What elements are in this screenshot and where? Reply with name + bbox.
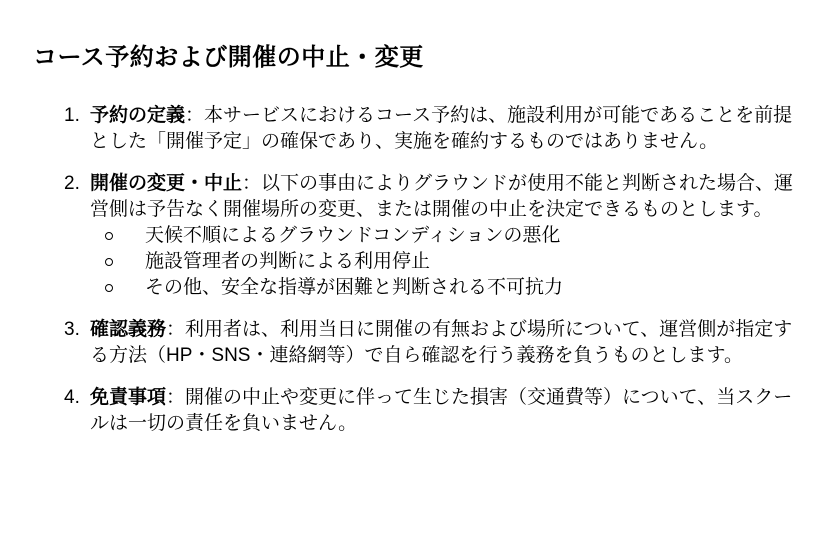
cancellation-reasons-list (90, 223, 807, 301)
list-item-separator: ： (166, 319, 186, 340)
list-item-body (90, 103, 807, 155)
list-item-separator: ： (242, 173, 262, 194)
page-title: コース予約および開催の中止・変更 (33, 44, 424, 71)
list-item-text: 本サービスにおけるコース予約は、施設利用が可能であることを前提とした「開催予定」の確保であり、実施を確約するものではありません。 (90, 105, 793, 152)
list-item-separator: ： (185, 105, 205, 126)
list-item-change-cancellation (0, 171, 837, 301)
sub-item-text: 天候不順によるグラウンドコンディションの悪化 (145, 225, 561, 246)
list-item-number: 2. (64, 173, 80, 194)
list-sub-item-facility-manager (90, 249, 807, 275)
sub-item-text: 施設管理者の判断による利用停止 (145, 251, 431, 272)
list-item-body (90, 171, 807, 301)
list-item-disclaimer (0, 385, 837, 437)
list-item-text: 開催の中止や変更に伴って生じた損害（交通費等）について、当スクールは一切の責任を負いません。 (90, 387, 793, 434)
list-item-number: 4. (64, 387, 80, 408)
list-item-text: 利用者は、利用当日に開催の有無および場所について、運営側が指定する方法（HP・SNS・連絡網等）で自ら確認を行う義務を負うものとします。 (90, 319, 793, 366)
list-item-body (90, 317, 807, 369)
sub-item-text: その他、安全な指導が困難と判断される不可抗力 (145, 277, 564, 298)
list-item-reservation-definition (0, 103, 837, 155)
hollow-circle-bullet-icon (105, 232, 113, 240)
list-item-confirmation-duty (0, 317, 837, 369)
list-item-label: 確認義務 (90, 319, 167, 340)
list-item-body (90, 385, 807, 437)
hollow-circle-bullet-icon (105, 258, 113, 266)
list-item-label: 開催の変更・中止 (90, 173, 243, 194)
list-item-number: 3. (64, 319, 80, 340)
list-item-number: 1. (64, 105, 80, 126)
list-item-text: 以下の事由によりグラウンドが使用不能と判断された場合、運営側は予告なく開催場所の変更、または開催の中止を決定できるものとします。 (90, 173, 794, 220)
list-item-label: 予約の定義 (90, 105, 186, 126)
hollow-circle-bullet-icon (105, 284, 113, 292)
list-sub-item-weather (90, 223, 807, 249)
terms-list (0, 103, 837, 453)
list-sub-item-force-majeure (90, 275, 807, 301)
list-item-separator: ： (166, 387, 186, 408)
list-item-label: 免責事項 (90, 387, 167, 408)
